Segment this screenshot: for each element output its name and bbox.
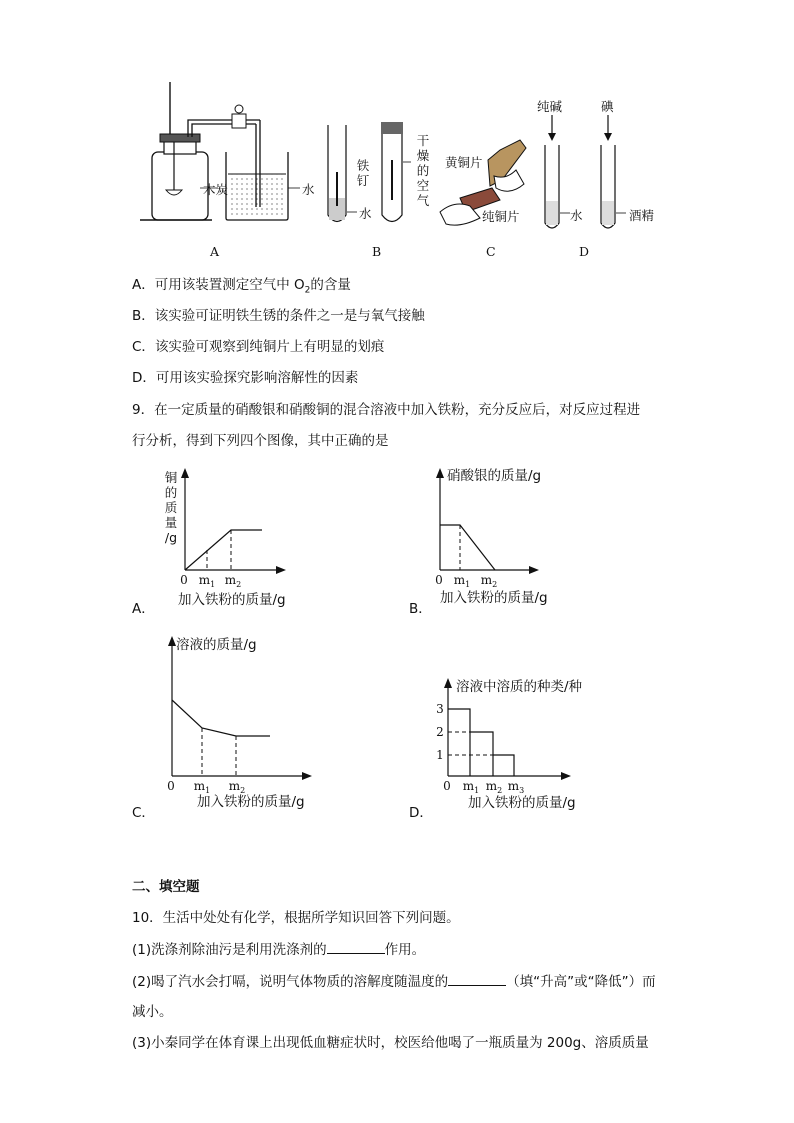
label-water-d: 水 bbox=[570, 208, 583, 223]
graph-d-ylabel: 溶液中溶质的种类/种 bbox=[456, 679, 583, 695]
graph-d-step-3 bbox=[448, 709, 470, 776]
label-iodine: 碘 bbox=[601, 99, 614, 114]
graph-a-tick-m2: $m_2$ bbox=[224, 573, 242, 589]
graph-a-ylabel: 铜 的 质 量 /g bbox=[164, 470, 178, 545]
q10-part1: (1)洗涤剂除油污是利用洗涤剂的 作用。 bbox=[132, 942, 426, 958]
graph-d bbox=[430, 672, 583, 797]
label-pure-copper: 纯铜片 bbox=[482, 209, 520, 224]
graph-c-option[interactable]: C． bbox=[132, 805, 155, 821]
section-heading: 二、填空题 bbox=[132, 879, 200, 895]
apparatus-d-figure bbox=[540, 115, 630, 235]
svg-text:m1: $m_1$ bbox=[462, 779, 480, 795]
graph-c bbox=[158, 630, 318, 795]
svg-text:m2: $m_2$ bbox=[485, 779, 503, 795]
q8-option-a[interactable]: A．可用该装置测定空气中 $O_2$的含量 bbox=[132, 277, 351, 296]
q8-option-c[interactable]: C．该实验可观察到纯铜片上有明显的划痕 bbox=[132, 339, 385, 355]
svg-text:m1: $m_1$ bbox=[193, 779, 211, 795]
q10-part2: (2)喝了汽水会打嗝，说明气体物质的溶解度随温度的 （填“升高”或“降低”）而 bbox=[132, 974, 656, 990]
label-water-a: 水 bbox=[302, 182, 315, 197]
graph-d-step-2 bbox=[470, 732, 493, 776]
apparatus-a-figure bbox=[140, 82, 330, 227]
graph-a-option[interactable]: A． bbox=[132, 601, 155, 617]
graph-c-line bbox=[172, 700, 270, 736]
graph-b-line bbox=[440, 525, 495, 570]
svg-text:m3: $m_3$ bbox=[507, 779, 525, 795]
graph-c-ylabel: 溶液的质量/g bbox=[176, 637, 257, 653]
graph-a-line bbox=[185, 530, 262, 570]
svg-text:m1: $m_1$ bbox=[453, 573, 471, 589]
q9-stem-line1: 9．在一定质量的硝酸银和硝酸铜的混合溶液中加入铁粉，充分反应后，对反应过程进 bbox=[132, 402, 641, 418]
svg-text:m2: $m_2$ bbox=[228, 779, 246, 795]
graph-b bbox=[425, 460, 555, 590]
figure-label-b: B bbox=[372, 244, 382, 259]
svg-text:0: 0 bbox=[443, 779, 451, 793]
label-brass: 黄铜片 bbox=[445, 155, 483, 170]
q10-stem: 10．生活中处处有化学，根据所学知识回答下列问题。 bbox=[132, 910, 460, 926]
q8-option-d[interactable]: D．可用该实验探究影响溶解性的因素 bbox=[132, 370, 359, 386]
q10-part2-cont: 减小。 bbox=[132, 1004, 173, 1020]
q10-part3: (3)小秦同学在体育课上出现低血糖症状时，校医给他喝了一瓶质量为 200g、溶质质量 bbox=[132, 1035, 649, 1051]
svg-text:0: 0 bbox=[435, 573, 443, 587]
svg-text:0: 0 bbox=[167, 779, 175, 793]
graph-b-ylabel: 硝酸银的质量/g bbox=[447, 468, 542, 484]
graph-a-origin: 0 bbox=[180, 573, 188, 587]
graph-d-xlabel: 加入铁粉的质量/g bbox=[468, 795, 576, 811]
graph-b-xlabel: 加入铁粉的质量/g bbox=[440, 590, 548, 606]
graph-a-tick-m1: $m_1$ bbox=[198, 573, 216, 589]
figure-label-d: D bbox=[579, 244, 590, 259]
graph-a-xlabel: 加入铁粉的质量/g bbox=[178, 592, 286, 608]
graph-b-option[interactable]: B． bbox=[409, 601, 432, 617]
figure-label-a: A bbox=[210, 244, 220, 259]
q10-part2-blank[interactable] bbox=[448, 972, 506, 986]
label-dry-air: 干燥的空气 bbox=[416, 133, 430, 208]
q9-stem-line2: 行分析，得到下列四个图像，其中正确的是 bbox=[132, 433, 389, 449]
graph-d-step-1 bbox=[493, 755, 514, 776]
graph-c-xlabel: 加入铁粉的质量/g bbox=[197, 794, 305, 810]
svg-text:2: 2 bbox=[436, 725, 444, 739]
label-alcohol: 酒精 bbox=[629, 208, 655, 223]
figure-label-c: C bbox=[486, 244, 496, 259]
graph-a bbox=[170, 460, 290, 590]
svg-text:3: 3 bbox=[436, 702, 444, 716]
svg-text:m2: $m_2$ bbox=[480, 573, 498, 589]
label-soda: 纯碱 bbox=[537, 99, 563, 114]
q10-part1-blank[interactable] bbox=[327, 940, 385, 954]
label-water-b: 水 bbox=[359, 206, 372, 221]
label-iron-nail: 铁钉 bbox=[356, 158, 370, 188]
label-charcoal: 木炭 bbox=[203, 182, 229, 197]
graph-d-option[interactable]: D． bbox=[409, 805, 433, 821]
svg-text:1: 1 bbox=[436, 748, 444, 762]
q8-option-b[interactable]: B．该实验可证明铁生锈的条件之一是与氧气接触 bbox=[132, 308, 425, 324]
